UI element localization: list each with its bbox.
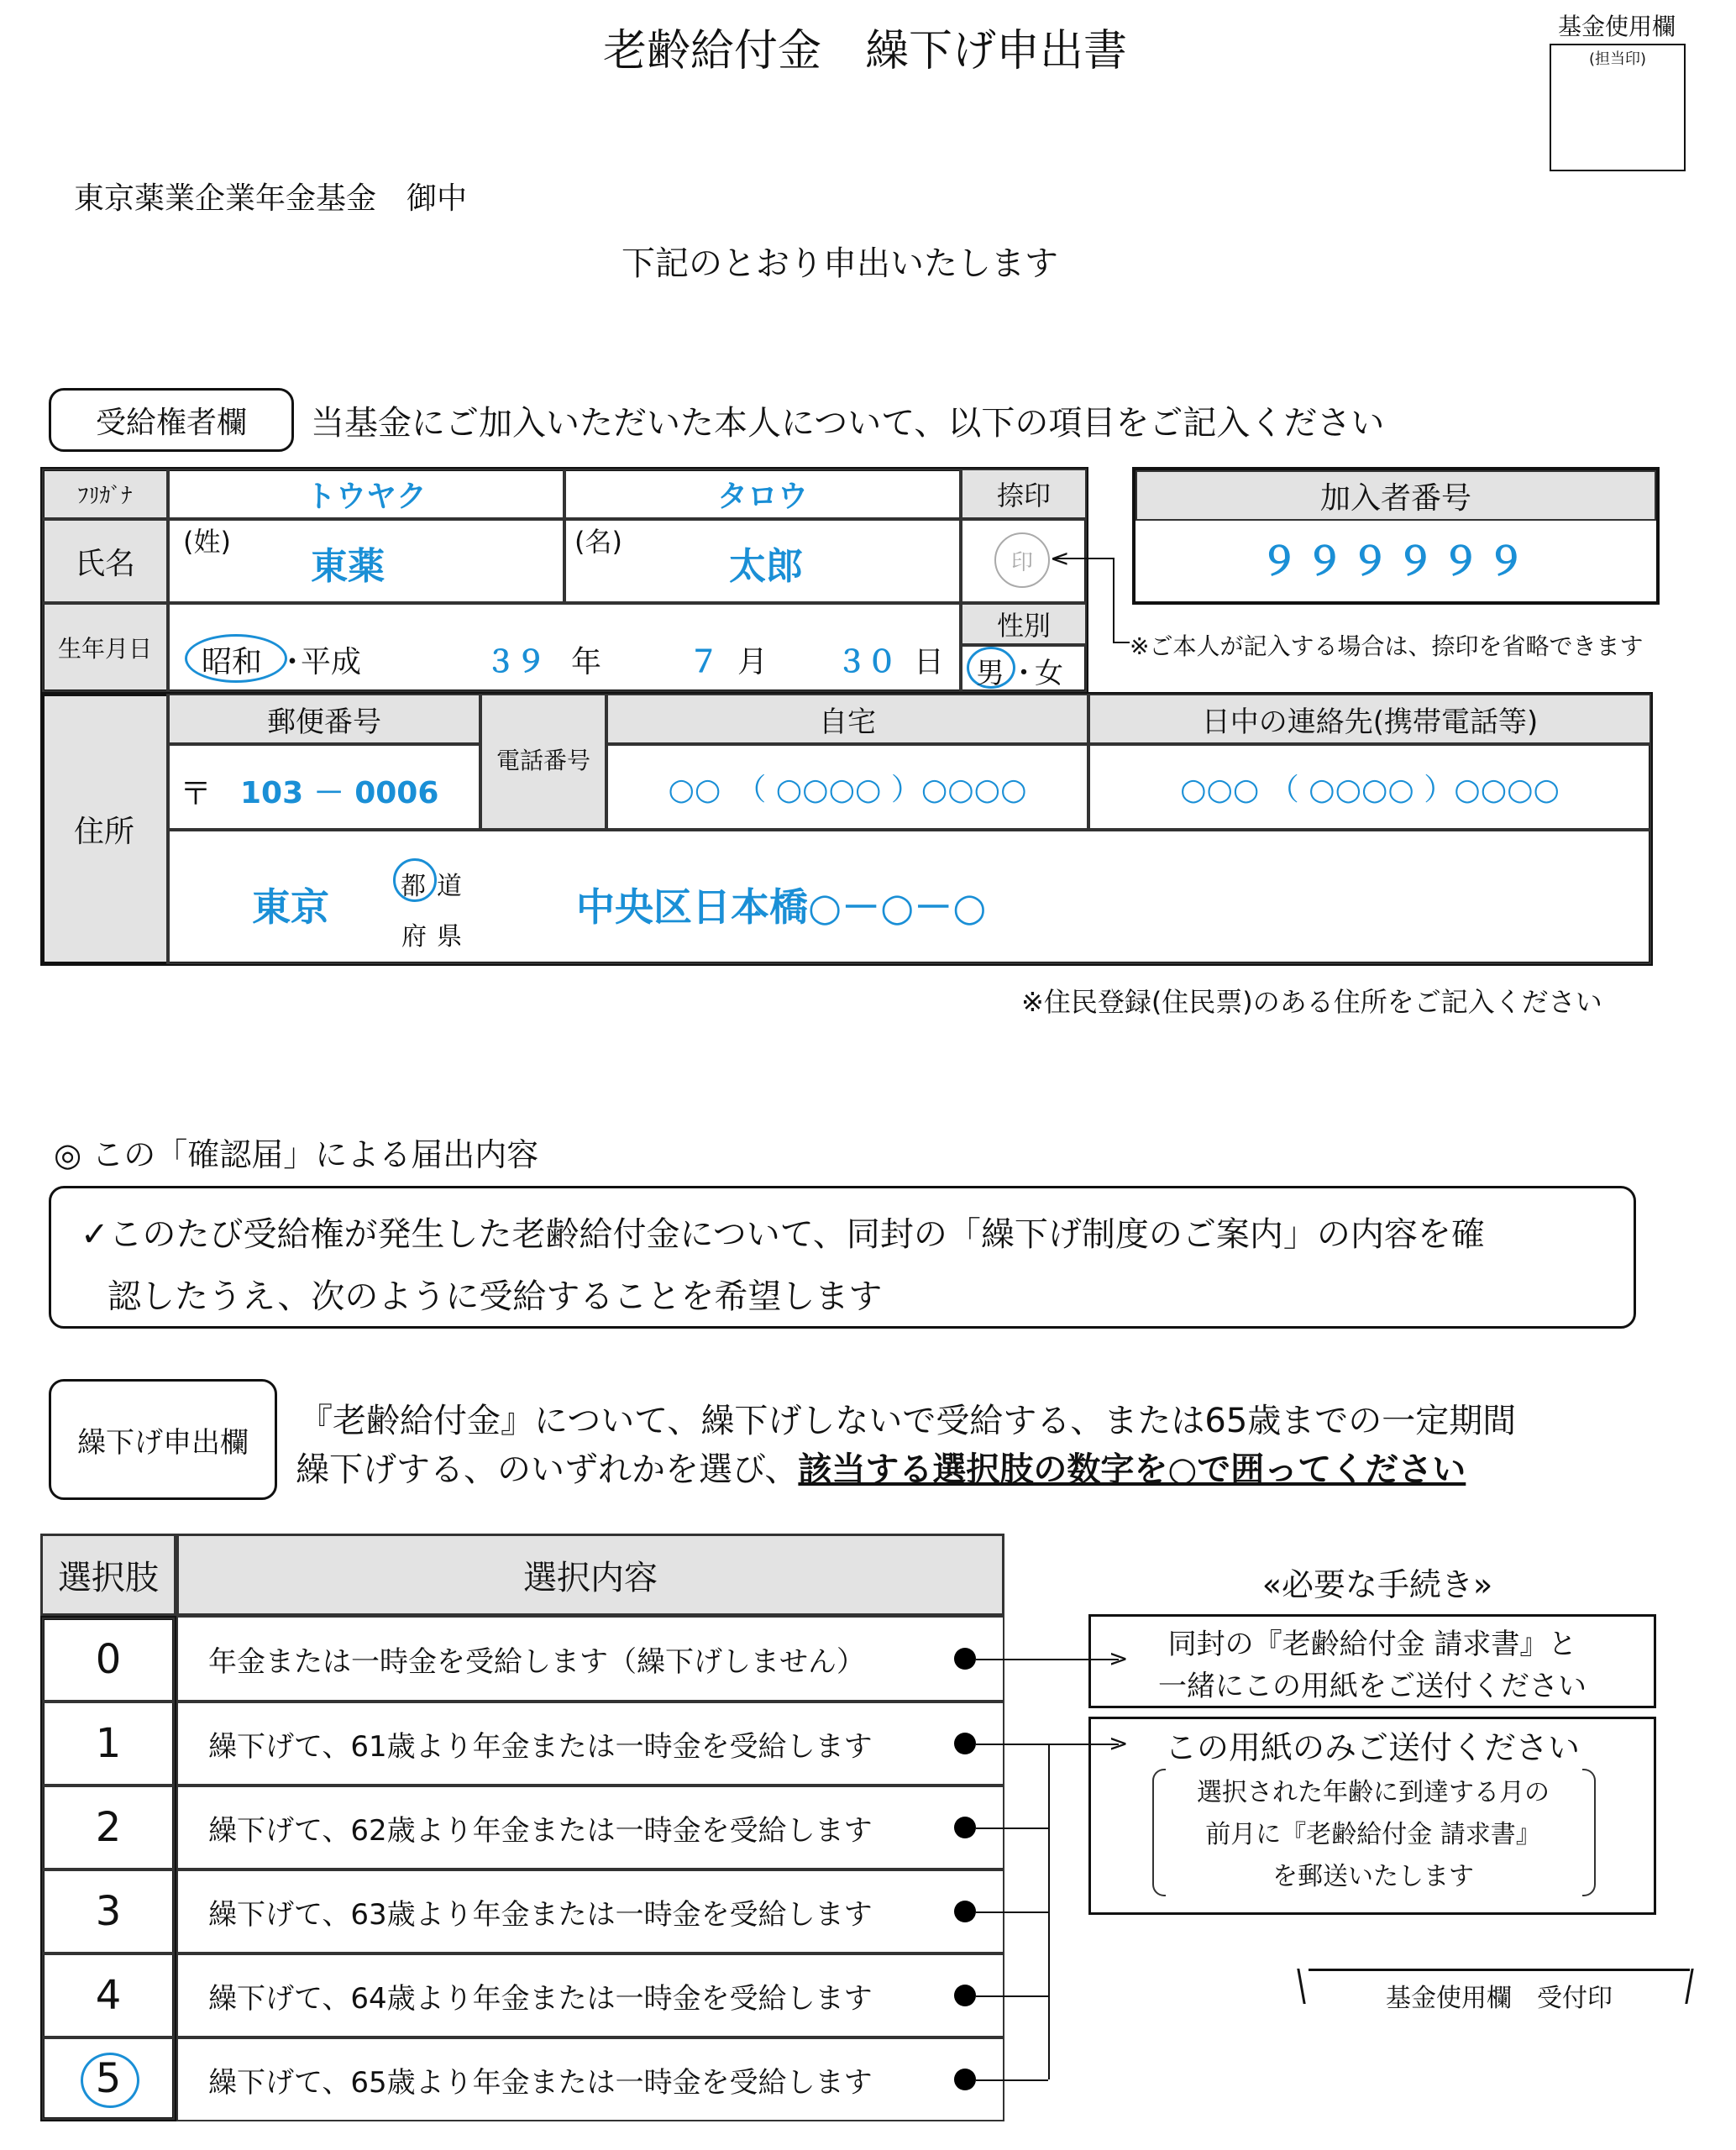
name-label: 氏名 bbox=[42, 519, 168, 603]
era-sep: ・ bbox=[277, 645, 308, 679]
pref-do: 道 bbox=[437, 872, 462, 901]
member-number-value[interactable]: ９９９９９９ bbox=[1260, 538, 1532, 584]
fund-use-box bbox=[1550, 44, 1686, 171]
option-row-3-num[interactable]: 3 bbox=[42, 1869, 175, 1953]
mei-value: 太郎 bbox=[729, 545, 803, 588]
birth-label: 生年月日 bbox=[42, 603, 168, 692]
birth-day: ３０ bbox=[837, 645, 898, 679]
deferral-line1: 『老齢給付金』について、繰下げしないで受給する、または65歳までの一定期間 bbox=[299, 1402, 1517, 1440]
procedure-box-2-title: この用紙のみご送付ください bbox=[1164, 1728, 1580, 1766]
option-row-2-dot bbox=[954, 1817, 976, 1838]
deferral-line2-plain: 繰下げする、のいずれかを選び、 bbox=[296, 1450, 799, 1489]
confirm-line2: 認したうえ、次のように受給することを希望します bbox=[108, 1277, 883, 1316]
option-row-2-num[interactable]: 2 bbox=[42, 1786, 175, 1869]
procedure-box-2-line2: 前月に『老齢給付金 請求書』 bbox=[1205, 1820, 1541, 1849]
street: 中央区日本橋○－○－○ bbox=[576, 884, 987, 930]
birth-month-unit: 月 bbox=[737, 645, 768, 679]
member-number-label: 加入者番号 bbox=[1135, 470, 1656, 521]
procedure-box-2-line3: を郵送いたします bbox=[1272, 1862, 1474, 1891]
pref-ken: 県 bbox=[437, 922, 462, 952]
seal-arrow-icon: < bbox=[1050, 544, 1070, 572]
confirm-heading: ◎ この「確認届」による届出内容 bbox=[54, 1136, 539, 1173]
seal-label: 捺印 bbox=[961, 469, 1087, 519]
day-contact-label: 日中の連絡先(携帯電話等) bbox=[1088, 694, 1651, 744]
furigana-mei[interactable]: タロウ bbox=[564, 469, 961, 519]
deferral-line2-bold: 該当する選択肢の数字を○で囲ってください bbox=[798, 1450, 1466, 1489]
arrow-icon-1: > bbox=[1109, 1729, 1129, 1757]
option-row-0-num[interactable]: 0 bbox=[42, 1618, 175, 1702]
bracket-left-icon bbox=[1152, 1769, 1166, 1896]
fund-use-label: 基金使用欄 bbox=[1557, 13, 1676, 40]
pref-fu: 府 bbox=[401, 922, 427, 952]
mei-label: (名) bbox=[574, 526, 622, 558]
postal-label: 郵便番号 bbox=[168, 694, 480, 744]
recipient-section-label-text: 受給権者欄 bbox=[95, 405, 247, 440]
gender-female: 女 bbox=[1035, 657, 1063, 690]
option-row-3-dot bbox=[954, 1901, 976, 1922]
prefecture: 東京 bbox=[252, 884, 329, 930]
era-showa: 昭和 bbox=[202, 645, 263, 679]
gender-label: 性別 bbox=[961, 603, 1087, 645]
confirm-line1: ✓このたび受給権が発生した老齢給付金について、同封の「繰下げ制度のご案内」の内容を確 bbox=[81, 1215, 1485, 1254]
option-row-4-text: 繰下げて、64歳より年金または一時金を受給します bbox=[176, 1953, 1004, 2037]
phone-label: 電話番号 bbox=[480, 694, 606, 830]
option-row-4-num[interactable]: 4 bbox=[42, 1953, 175, 2037]
furigana-label: ﾌﾘｶﾞﾅ bbox=[42, 469, 168, 519]
gender-male: 男 bbox=[976, 657, 1004, 690]
furigana-sei[interactable]: トウヤク bbox=[168, 469, 564, 519]
col-choice-header: 選択肢 bbox=[40, 1534, 176, 1616]
lead-text: 下記のとおり申出いたします bbox=[621, 244, 1058, 283]
deferral-line2 bbox=[296, 1443, 1466, 1491]
option-row-0-text: 年金または一時金を受給します（繰下げしません） bbox=[176, 1616, 1004, 1702]
option-row-3-text: 繰下げて、63歳より年金または一時金を受給します bbox=[176, 1869, 1004, 1953]
option-row-5-dot bbox=[954, 2069, 976, 2090]
bracket-right-icon bbox=[1582, 1769, 1596, 1896]
col-content-header: 選択内容 bbox=[176, 1534, 1004, 1616]
birth-month: ７ bbox=[689, 645, 720, 679]
option-row-1-text: 繰下げて、61歳より年金または一時金を受給します bbox=[176, 1702, 1004, 1786]
option-5-selected-circle bbox=[81, 2053, 139, 2108]
option-row-1-num[interactable]: 1 bbox=[42, 1702, 175, 1786]
page-title: 老齢給付金 繰下げ申出書 bbox=[602, 25, 1127, 76]
option-row-2-text: 繰下げて、62歳より年金または一時金を受給します bbox=[176, 1786, 1004, 1869]
procedure-box-2-line1: 選択された年齢に到達する月の bbox=[1197, 1778, 1550, 1807]
birth-year: ３９ bbox=[485, 645, 547, 679]
day-contact-phone[interactable]: ○○○ （ ○○○○ ）○○○○ bbox=[1088, 744, 1651, 830]
fund-use-sub: (担当印) bbox=[1588, 50, 1647, 68]
home-label: 自宅 bbox=[606, 694, 1088, 744]
birth-day-unit: 日 bbox=[914, 645, 945, 679]
option-row-0-dot bbox=[954, 1648, 976, 1670]
procedures-heading: «必要な手続き» bbox=[1261, 1565, 1493, 1603]
postal-code: 103 － 0006 bbox=[240, 776, 439, 810]
seal-mark-icon: 印 bbox=[994, 532, 1050, 588]
gender-sep: ・ bbox=[1010, 657, 1038, 690]
home-phone[interactable]: ○○ （ ○○○○ ）○○○○ bbox=[606, 744, 1088, 830]
deferral-section-label: 繰下げ申出欄 bbox=[49, 1379, 277, 1500]
pref-to: 都 bbox=[401, 872, 426, 901]
recipient-section-label bbox=[49, 388, 294, 452]
arrow-icon-0: > bbox=[1109, 1644, 1129, 1672]
address-label: 住所 bbox=[42, 694, 168, 964]
era-heisei: 平成 bbox=[301, 645, 362, 679]
option-row-4-dot bbox=[954, 1985, 976, 2006]
address-note: ※住民登録(住民票)のある住所をご記入ください bbox=[1021, 986, 1602, 1018]
postal-mark-icon: 〒 bbox=[180, 775, 212, 812]
option-row-5-text: 繰下げて、65歳より年金または一時金を受給します bbox=[176, 2037, 1004, 2121]
option-row-5-num[interactable]: 5 bbox=[42, 2037, 175, 2120]
addressee: 東京薬業企業年金基金 御中 bbox=[74, 181, 468, 216]
sei-label: (姓) bbox=[183, 526, 231, 558]
procedure-box-1-line1: 同封の『老齢給付金 請求書』と bbox=[1167, 1627, 1577, 1661]
birth-year-unit: 年 bbox=[571, 645, 602, 679]
receipt-corner-left bbox=[1297, 1969, 1305, 2004]
procedure-box-1-line2: 一緒にこの用紙をご送付ください bbox=[1158, 1669, 1587, 1703]
sei-value: 東薬 bbox=[311, 545, 385, 588]
option-row-1-dot bbox=[954, 1733, 976, 1754]
seal-note: ※ご本人が記入する場合は、捺印を省略できます bbox=[1130, 632, 1644, 660]
receipt-label: 基金使用欄 受付印 bbox=[1386, 1984, 1613, 2013]
recipient-instruction: 当基金にご加入いただいた本人について、以下の項目をご記入ください bbox=[311, 404, 1385, 443]
